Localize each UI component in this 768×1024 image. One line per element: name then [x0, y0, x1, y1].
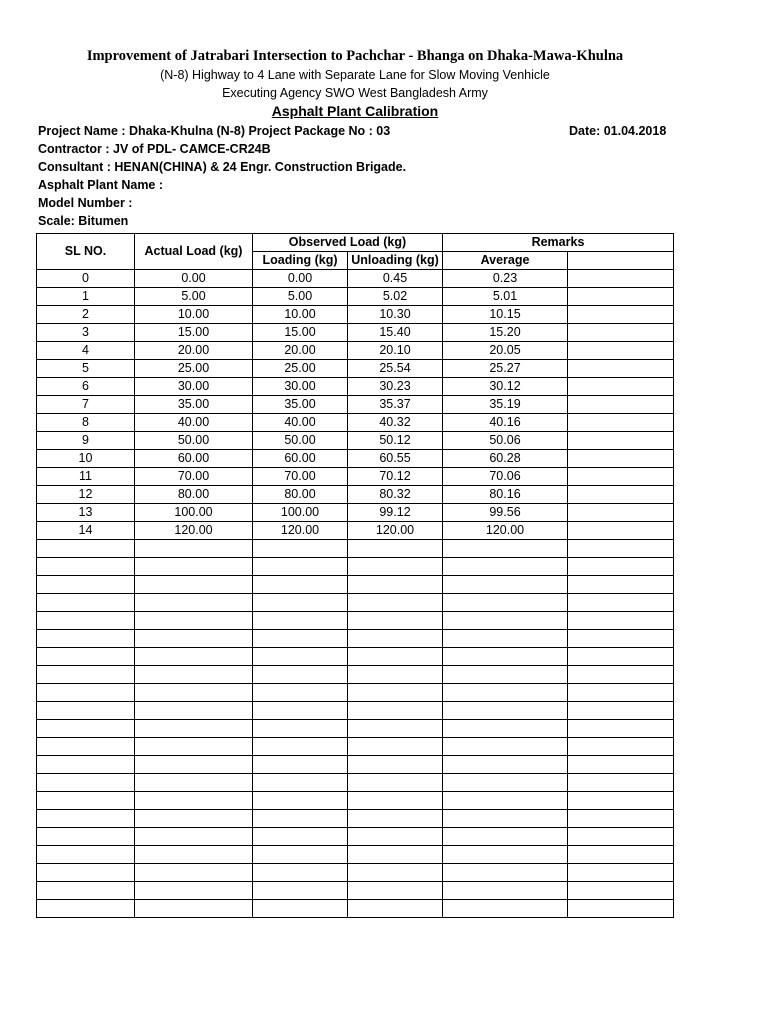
remarks-cell	[568, 432, 674, 450]
average-cell	[443, 828, 568, 846]
remarks-cell	[568, 486, 674, 504]
unloading-cell	[348, 630, 443, 648]
remarks-cell	[568, 576, 674, 594]
sl-no-cell: 5	[37, 360, 135, 378]
unloading-cell: 120.00	[348, 522, 443, 540]
sl-no-cell: 14	[37, 522, 135, 540]
actual-load-cell	[135, 846, 253, 864]
actual-load-cell	[135, 648, 253, 666]
sl-no-cell	[37, 900, 135, 918]
sl-no-cell: 8	[37, 414, 135, 432]
table-row	[37, 432, 674, 450]
loading-cell	[253, 630, 348, 648]
average-cell	[443, 612, 568, 630]
remarks-cell	[568, 414, 674, 432]
unloading-cell: 5.02	[348, 288, 443, 306]
loading-cell	[253, 648, 348, 666]
project-name: Project Name : Dhaka-Khulna (N-8) Project Package No : 03	[38, 124, 391, 138]
actual-load-cell	[135, 828, 253, 846]
average-cell: 25.27	[443, 360, 568, 378]
sl-no-cell	[37, 864, 135, 882]
actual-load-cell	[135, 882, 253, 900]
loading-cell	[253, 738, 348, 756]
sl-no-cell: 6	[37, 378, 135, 396]
table-row	[37, 648, 674, 666]
loading-cell	[253, 684, 348, 702]
table-row	[37, 540, 674, 558]
actual-load-cell	[135, 720, 253, 738]
loading-cell: 15.00	[253, 324, 348, 342]
average-cell	[443, 666, 568, 684]
consultant: Consultant : HENAN(CHINA) & 24 Engr. Construction Brigade.	[38, 160, 407, 174]
table-row	[37, 504, 674, 522]
unloading-cell: 40.32	[348, 414, 443, 432]
actual-load-cell: 10.00	[135, 306, 253, 324]
sl-no-cell: 7	[37, 396, 135, 414]
remarks-cell	[568, 774, 674, 792]
average-cell: 60.28	[443, 450, 568, 468]
unloading-cell	[348, 828, 443, 846]
table-row	[37, 756, 674, 774]
actual-load-cell	[135, 774, 253, 792]
unloading-cell	[348, 612, 443, 630]
average-cell	[443, 738, 568, 756]
remarks-cell	[568, 288, 674, 306]
loading-cell	[253, 666, 348, 684]
loading-cell: 25.00	[253, 360, 348, 378]
loading-cell: 40.00	[253, 414, 348, 432]
remarks-cell	[568, 846, 674, 864]
sl-no-cell: 3	[37, 324, 135, 342]
sl-no-cell	[37, 828, 135, 846]
sl-no-cell	[37, 810, 135, 828]
sl-no-cell	[37, 792, 135, 810]
loading-cell: 120.00	[253, 522, 348, 540]
remarks-cell	[568, 594, 674, 612]
actual-load-cell: 5.00	[135, 288, 253, 306]
unloading-cell: 60.55	[348, 450, 443, 468]
loading-cell: 80.00	[253, 486, 348, 504]
loading-cell: 20.00	[253, 342, 348, 360]
average-cell: 120.00	[443, 522, 568, 540]
sl-no-cell	[37, 612, 135, 630]
average-cell: 80.16	[443, 486, 568, 504]
loading-cell: 10.00	[253, 306, 348, 324]
unloading-cell: 10.30	[348, 306, 443, 324]
actual-load-cell: 15.00	[135, 324, 253, 342]
calibration-table	[36, 233, 674, 918]
unloading-cell: 30.23	[348, 378, 443, 396]
remarks-cell	[568, 702, 674, 720]
sl-no-cell	[37, 540, 135, 558]
average-cell	[443, 558, 568, 576]
remarks-cell	[568, 828, 674, 846]
average-cell	[443, 702, 568, 720]
actual-load-cell	[135, 594, 253, 612]
unloading-cell	[348, 702, 443, 720]
sl-no-cell	[37, 684, 135, 702]
unloading-cell	[348, 846, 443, 864]
actual-load-cell	[135, 810, 253, 828]
actual-load-cell: 20.00	[135, 342, 253, 360]
executing-agency: Executing Agency SWO West Bangladesh Army	[222, 86, 488, 100]
table-row	[37, 882, 674, 900]
actual-load-cell	[135, 756, 253, 774]
table-row	[37, 324, 674, 342]
loading-cell	[253, 900, 348, 918]
loading-cell	[253, 756, 348, 774]
remarks-cell	[568, 504, 674, 522]
average-cell	[443, 648, 568, 666]
remarks-cell	[568, 720, 674, 738]
table-row	[37, 846, 674, 864]
actual-load-cell: 30.00	[135, 378, 253, 396]
sl-no-cell: 10	[37, 450, 135, 468]
actual-load-cell	[135, 612, 253, 630]
actual-load-cell	[135, 864, 253, 882]
unloading-cell: 99.12	[348, 504, 443, 522]
sl-no-cell	[37, 738, 135, 756]
document-title: Asphalt Plant Calibration	[271, 103, 439, 119]
remarks-cell	[568, 450, 674, 468]
unloading-cell: 35.37	[348, 396, 443, 414]
document-heading-line-2: (N-8) Highway to 4 Lane with Separate Lane for Slow Moving Venhicle	[160, 68, 550, 82]
table-row	[37, 684, 674, 702]
remarks-cell	[568, 342, 674, 360]
actual-load-cell	[135, 702, 253, 720]
remarks-cell	[568, 522, 674, 540]
average-cell	[443, 594, 568, 612]
loading-cell	[253, 594, 348, 612]
average-cell	[443, 720, 568, 738]
remarks-cell	[568, 558, 674, 576]
actual-load-cell: 50.00	[135, 432, 253, 450]
remarks-cell	[568, 864, 674, 882]
remarks-cell	[568, 738, 674, 756]
table-row	[37, 486, 674, 504]
unloading-cell	[348, 756, 443, 774]
sl-no-cell: 9	[37, 432, 135, 450]
remarks-cell	[568, 810, 674, 828]
loading-cell: 70.00	[253, 468, 348, 486]
average-cell	[443, 792, 568, 810]
average-cell	[443, 846, 568, 864]
header-remarks: Remarks	[443, 234, 674, 252]
remarks-cell	[568, 684, 674, 702]
actual-load-cell: 40.00	[135, 414, 253, 432]
sl-no-cell: 13	[37, 504, 135, 522]
unloading-cell	[348, 576, 443, 594]
unloading-cell	[348, 540, 443, 558]
sl-no-cell: 0	[37, 270, 135, 288]
unloading-cell: 0.45	[348, 270, 443, 288]
table-row	[37, 342, 674, 360]
header-actual-load: Actual Load (kg)	[135, 234, 253, 270]
table-row	[37, 702, 674, 720]
remarks-cell	[568, 900, 674, 918]
header-average: Average	[443, 252, 568, 270]
table-row	[37, 810, 674, 828]
average-cell: 70.06	[443, 468, 568, 486]
average-cell	[443, 864, 568, 882]
remarks-cell	[568, 468, 674, 486]
loading-cell	[253, 558, 348, 576]
average-cell: 10.15	[443, 306, 568, 324]
table-row	[37, 792, 674, 810]
unloading-cell: 80.32	[348, 486, 443, 504]
actual-load-cell	[135, 558, 253, 576]
document-date: Date: 01.04.2018	[569, 124, 667, 138]
table-row	[37, 558, 674, 576]
sl-no-cell	[37, 666, 135, 684]
remarks-cell	[568, 360, 674, 378]
actual-load-cell	[135, 900, 253, 918]
table-row	[37, 828, 674, 846]
sl-no-cell: 11	[37, 468, 135, 486]
average-cell	[443, 684, 568, 702]
loading-cell: 100.00	[253, 504, 348, 522]
loading-cell	[253, 882, 348, 900]
loading-cell	[253, 612, 348, 630]
table-row	[37, 666, 674, 684]
unloading-cell	[348, 738, 443, 756]
table-row	[37, 900, 674, 918]
unloading-cell	[348, 684, 443, 702]
sl-no-cell	[37, 594, 135, 612]
scale: Scale: Bitumen	[38, 214, 129, 228]
unloading-cell: 20.10	[348, 342, 443, 360]
loading-cell	[253, 810, 348, 828]
asphalt-plant-name: Asphalt Plant Name :	[38, 178, 164, 192]
sl-no-cell: 1	[37, 288, 135, 306]
actual-load-cell	[135, 738, 253, 756]
average-cell	[443, 774, 568, 792]
average-cell: 0.23	[443, 270, 568, 288]
remarks-cell	[568, 648, 674, 666]
header-observed-load: Observed Load (kg)	[253, 234, 443, 252]
average-cell: 20.05	[443, 342, 568, 360]
average-cell: 99.56	[443, 504, 568, 522]
remarks-cell	[568, 792, 674, 810]
table-row	[37, 612, 674, 630]
actual-load-cell	[135, 792, 253, 810]
header-sl-no: SL NO.	[37, 234, 135, 270]
unloading-cell	[348, 594, 443, 612]
sl-no-cell	[37, 630, 135, 648]
average-cell: 35.19	[443, 396, 568, 414]
loading-cell	[253, 846, 348, 864]
sl-no-cell	[37, 774, 135, 792]
unloading-cell	[348, 666, 443, 684]
table-row	[37, 576, 674, 594]
table-row	[37, 738, 674, 756]
sl-no-cell: 2	[37, 306, 135, 324]
average-cell: 50.06	[443, 432, 568, 450]
table-row	[37, 630, 674, 648]
loading-cell	[253, 864, 348, 882]
sl-no-cell: 4	[37, 342, 135, 360]
loading-cell	[253, 792, 348, 810]
table-row	[37, 522, 674, 540]
average-cell	[443, 810, 568, 828]
average-cell	[443, 630, 568, 648]
unloading-cell: 50.12	[348, 432, 443, 450]
actual-load-cell: 70.00	[135, 468, 253, 486]
unloading-cell	[348, 864, 443, 882]
sl-no-cell	[37, 882, 135, 900]
table-row	[37, 270, 674, 288]
table-row	[37, 468, 674, 486]
actual-load-cell	[135, 666, 253, 684]
remarks-cell	[568, 270, 674, 288]
remarks-cell	[568, 882, 674, 900]
unloading-cell	[348, 810, 443, 828]
loading-cell: 60.00	[253, 450, 348, 468]
average-cell	[443, 540, 568, 558]
loading-cell: 35.00	[253, 396, 348, 414]
average-cell: 5.01	[443, 288, 568, 306]
sl-no-cell	[37, 558, 135, 576]
unloading-cell: 15.40	[348, 324, 443, 342]
table-row	[37, 864, 674, 882]
model-number: Model Number :	[38, 196, 133, 210]
average-cell: 30.12	[443, 378, 568, 396]
actual-load-cell	[135, 576, 253, 594]
sl-no-cell	[37, 648, 135, 666]
loading-cell	[253, 774, 348, 792]
sl-no-cell	[37, 846, 135, 864]
unloading-cell	[348, 900, 443, 918]
table-row	[37, 396, 674, 414]
sl-no-cell: 12	[37, 486, 135, 504]
actual-load-cell	[135, 684, 253, 702]
actual-load-cell: 0.00	[135, 270, 253, 288]
actual-load-cell	[135, 630, 253, 648]
table-row	[37, 594, 674, 612]
actual-load-cell: 80.00	[135, 486, 253, 504]
sl-no-cell	[37, 702, 135, 720]
table-row	[37, 306, 674, 324]
actual-load-cell	[135, 540, 253, 558]
loading-cell: 0.00	[253, 270, 348, 288]
table-row	[37, 288, 674, 306]
unloading-cell	[348, 792, 443, 810]
remarks-cell	[568, 306, 674, 324]
loading-cell	[253, 720, 348, 738]
average-cell	[443, 756, 568, 774]
loading-cell	[253, 828, 348, 846]
actual-load-cell: 100.00	[135, 504, 253, 522]
loading-cell: 50.00	[253, 432, 348, 450]
unloading-cell: 25.54	[348, 360, 443, 378]
remarks-cell	[568, 324, 674, 342]
unloading-cell	[348, 558, 443, 576]
header-remarks-blank	[568, 252, 674, 270]
remarks-cell	[568, 540, 674, 558]
average-cell	[443, 576, 568, 594]
calibration-table-body	[37, 270, 674, 918]
document-heading-line-1: Improvement of Jatrabari Intersection to Pachchar - Bhanga on Dhaka-Mawa-Khulna	[86, 48, 624, 64]
loading-cell: 5.00	[253, 288, 348, 306]
loading-cell: 30.00	[253, 378, 348, 396]
header-unloading: Unloading (kg)	[348, 252, 443, 270]
loading-cell	[253, 540, 348, 558]
average-cell: 40.16	[443, 414, 568, 432]
remarks-cell	[568, 666, 674, 684]
remarks-cell	[568, 378, 674, 396]
table-row	[37, 360, 674, 378]
sl-no-cell	[37, 576, 135, 594]
remarks-cell	[568, 756, 674, 774]
table-row	[37, 450, 674, 468]
table-row	[37, 378, 674, 396]
actual-load-cell: 35.00	[135, 396, 253, 414]
table-row	[37, 414, 674, 432]
loading-cell	[253, 702, 348, 720]
table-row	[37, 720, 674, 738]
unloading-cell	[348, 720, 443, 738]
average-cell	[443, 882, 568, 900]
remarks-cell	[568, 396, 674, 414]
sl-no-cell	[37, 720, 135, 738]
actual-load-cell: 60.00	[135, 450, 253, 468]
remarks-cell	[568, 612, 674, 630]
unloading-cell	[348, 648, 443, 666]
loading-cell	[253, 576, 348, 594]
unloading-cell	[348, 882, 443, 900]
actual-load-cell: 25.00	[135, 360, 253, 378]
header-loading: Loading (kg)	[253, 252, 348, 270]
actual-load-cell: 120.00	[135, 522, 253, 540]
average-cell: 15.20	[443, 324, 568, 342]
unloading-cell	[348, 774, 443, 792]
contractor: Contractor : JV of PDL- CAMCE-CR24B	[38, 142, 271, 156]
unloading-cell: 70.12	[348, 468, 443, 486]
sl-no-cell	[37, 756, 135, 774]
remarks-cell	[568, 630, 674, 648]
average-cell	[443, 900, 568, 918]
table-row	[37, 774, 674, 792]
